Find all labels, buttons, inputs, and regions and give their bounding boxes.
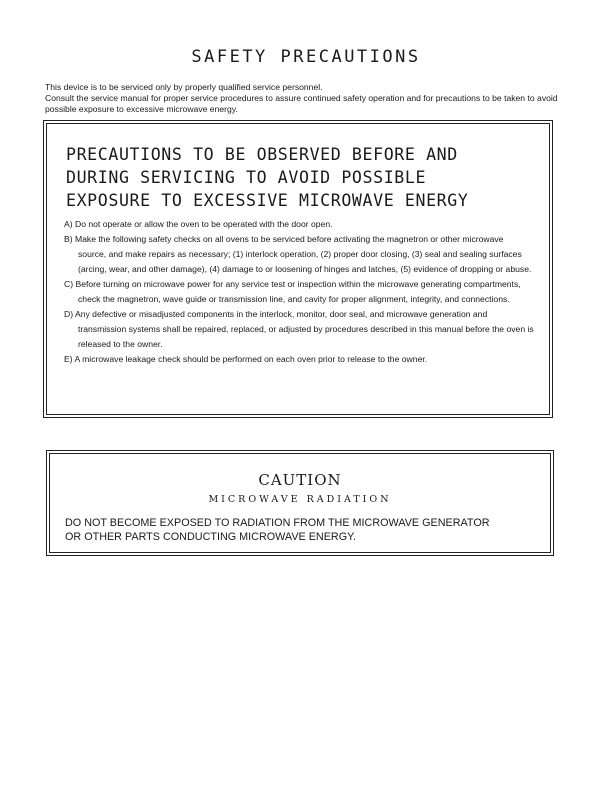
- precautions-list: [64, 217, 534, 367]
- caution-body-line-1: DO NOT BECOME EXPOSED TO RADIATION FROM THE MICROWAVE GENERATOR: [65, 517, 490, 529]
- caution-title: CAUTION: [258, 471, 342, 489]
- intro-line-1: This device is to be serviced only by properly qualified service personnel.: [45, 82, 323, 92]
- heading-line-3: EXPOSURE TO EXCESSIVE MICROWAVE ENERGY: [66, 191, 469, 210]
- caution-body-line-2: OR OTHER PARTS CONDUCTING MICROWAVE ENERGY.: [65, 531, 356, 543]
- intro-line-2: Consult the service manual for proper service procedures to assure continued safety operation and for precautions to be taken to avoid possible exposure to excessive microwave energy.: [45, 93, 558, 114]
- caution-body: [65, 516, 535, 544]
- page-title: SAFETY PRECAUTIONS: [191, 47, 421, 68]
- heading-line-2: DURING SERVICING TO AVOID POSSIBLE: [66, 168, 427, 187]
- precautions-box: [43, 120, 553, 418]
- caution-subtitle: MICROWAVE RADIATION: [208, 494, 392, 505]
- precaution-item-a: A) Do not operate or allow the oven to be operated with the door open.: [64, 219, 333, 229]
- precaution-item-b: B) Make the following safety checks on all ovens to be serviced before activating the magnetron or other microwave source, and make repairs as necessary; (1) interlock operation, (2) proper door closing, (3) seal and sealing surfaces (arcing, wear, and other damage), (4) damage to or loosening of hinges and latches, (5) evidence of dropping or abuse.: [64, 234, 532, 274]
- precaution-item-d: D) Any defective or misadjusted components in the interlock, monitor, door seal, and microwave generation and transmission systems shall be repaired, replaced, or adjusted by procedures described in this manual before the oven is released to the owner.: [64, 309, 534, 349]
- precaution-item-e: E) A microwave leakage check should be performed on each oven prior to release to the owner.: [64, 354, 428, 364]
- precaution-item-c: C) Before turning on microwave power for any service test or inspection within the microwave generating compartments, check the magnetron, wave guide or transmission line, and cavity for proper alignment, integrity, and connections.: [64, 279, 521, 304]
- caution-box: [46, 450, 554, 556]
- precautions-heading: [66, 143, 536, 212]
- intro-text: [45, 82, 565, 115]
- heading-line-1: PRECAUTIONS TO BE OBSERVED BEFORE AND: [66, 145, 458, 164]
